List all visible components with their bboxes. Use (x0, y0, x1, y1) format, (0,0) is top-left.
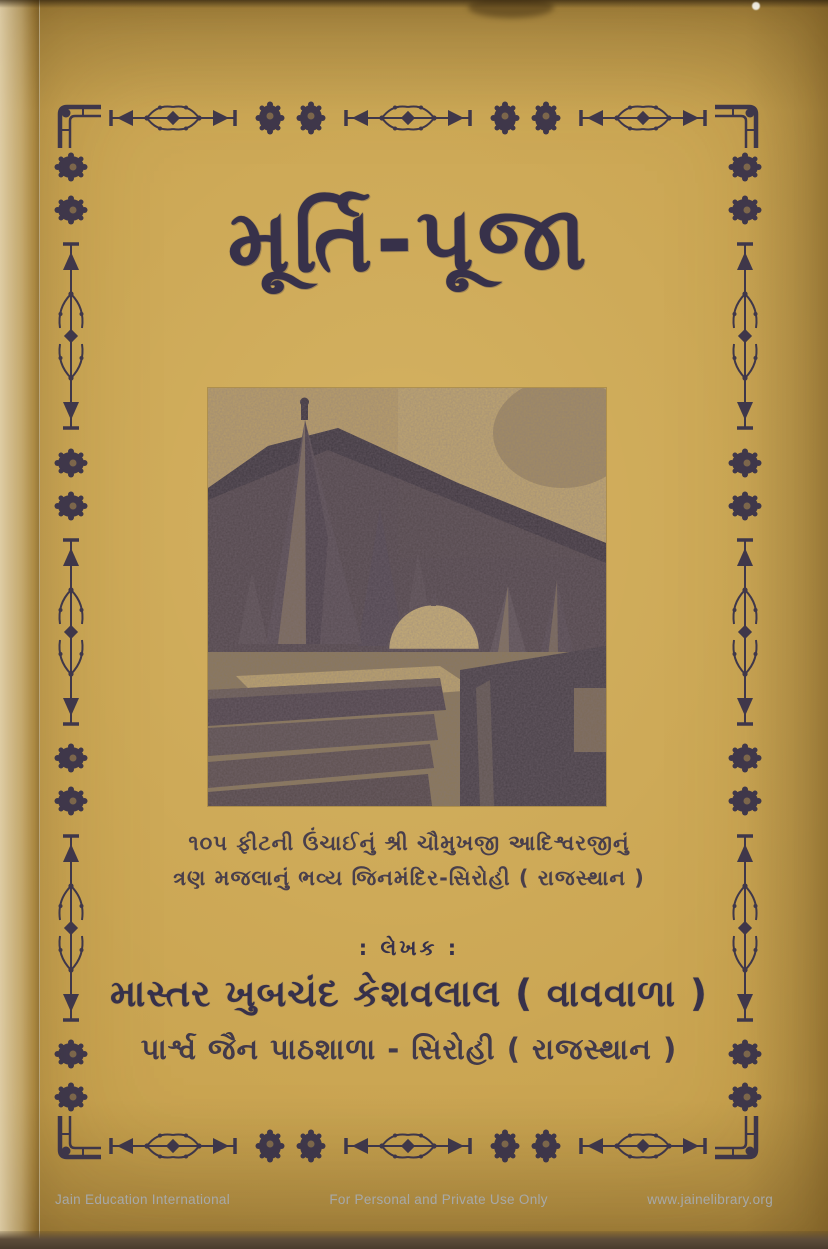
ornamental-border-right (727, 150, 763, 1114)
paper-speck (752, 2, 760, 10)
border-ornament-segment (338, 1129, 478, 1163)
border-ornament-segment (573, 101, 713, 135)
border-ornament-segment (54, 532, 88, 732)
border-rosette (54, 448, 88, 478)
border-rosette (490, 1129, 520, 1163)
border-rosette (728, 448, 762, 478)
watermark-center: For Personal and Private Use Only (329, 1192, 548, 1207)
border-rosette (54, 786, 88, 816)
border-rosette (531, 1129, 561, 1163)
border-rosette (490, 101, 520, 135)
photo-caption-line2: ત્રણ મજલાનું ભવ્ય જિનમંદિર-સિરોહી ( રાજસ્થાન ) (173, 866, 645, 890)
border-rosette (296, 101, 326, 135)
border-rosette (728, 491, 762, 521)
border-rosette (728, 1082, 762, 1112)
temple-photo-illustration (208, 388, 606, 806)
border-corner-top-right (713, 100, 763, 150)
border-corner-top-left (53, 100, 103, 150)
border-ornament-segment (103, 1129, 243, 1163)
ornamental-border-bottom (103, 1128, 713, 1164)
border-rosette (54, 1082, 88, 1112)
border-ornament-segment (573, 1129, 713, 1163)
author-label: : લેખક : (358, 936, 460, 960)
page-bottom-edge (0, 1231, 828, 1249)
watermark-url: www.jainelibrary.org (647, 1192, 773, 1207)
book-title: મૂર્તિ-પૂજા (227, 186, 591, 293)
author-name: માસ્તર ખુબચંદ કેશવલાલ ( વાવવાળા ) (110, 972, 708, 1015)
border-rosette (255, 1129, 285, 1163)
border-rosette (54, 491, 88, 521)
border-corner-bottom-right (713, 1114, 763, 1164)
border-rosette (531, 101, 561, 135)
author-affiliation: પાર્શ્વ જૈન પાઠશાળા - સિરોહી ( રાજસ્થાન ) (140, 1032, 678, 1066)
scan-watermark-footer (55, 1192, 773, 1207)
border-rosette (54, 743, 88, 773)
border-rosette (728, 152, 762, 182)
border-ornament-segment (728, 532, 762, 732)
temple-photo (208, 388, 606, 806)
border-corner-bottom-left (53, 1114, 103, 1164)
border-rosette (728, 743, 762, 773)
photo-caption-line1: ૧૦૫ ફીટની ઉંચાઈનું શ્રી ચૌમુખજી આદિશ્વરજીનું (188, 831, 630, 855)
border-ornament-segment (103, 101, 243, 135)
ornamental-border-top (103, 100, 713, 136)
border-rosette (255, 101, 285, 135)
border-rosette (728, 786, 762, 816)
spine-edge (0, 0, 40, 1249)
border-ornament-segment (338, 101, 478, 135)
watermark-left: Jain Education International (55, 1192, 231, 1207)
border-rosette (54, 152, 88, 182)
page-top-edge (0, 0, 828, 8)
stain-mark (468, 0, 554, 18)
border-rosette (296, 1129, 326, 1163)
